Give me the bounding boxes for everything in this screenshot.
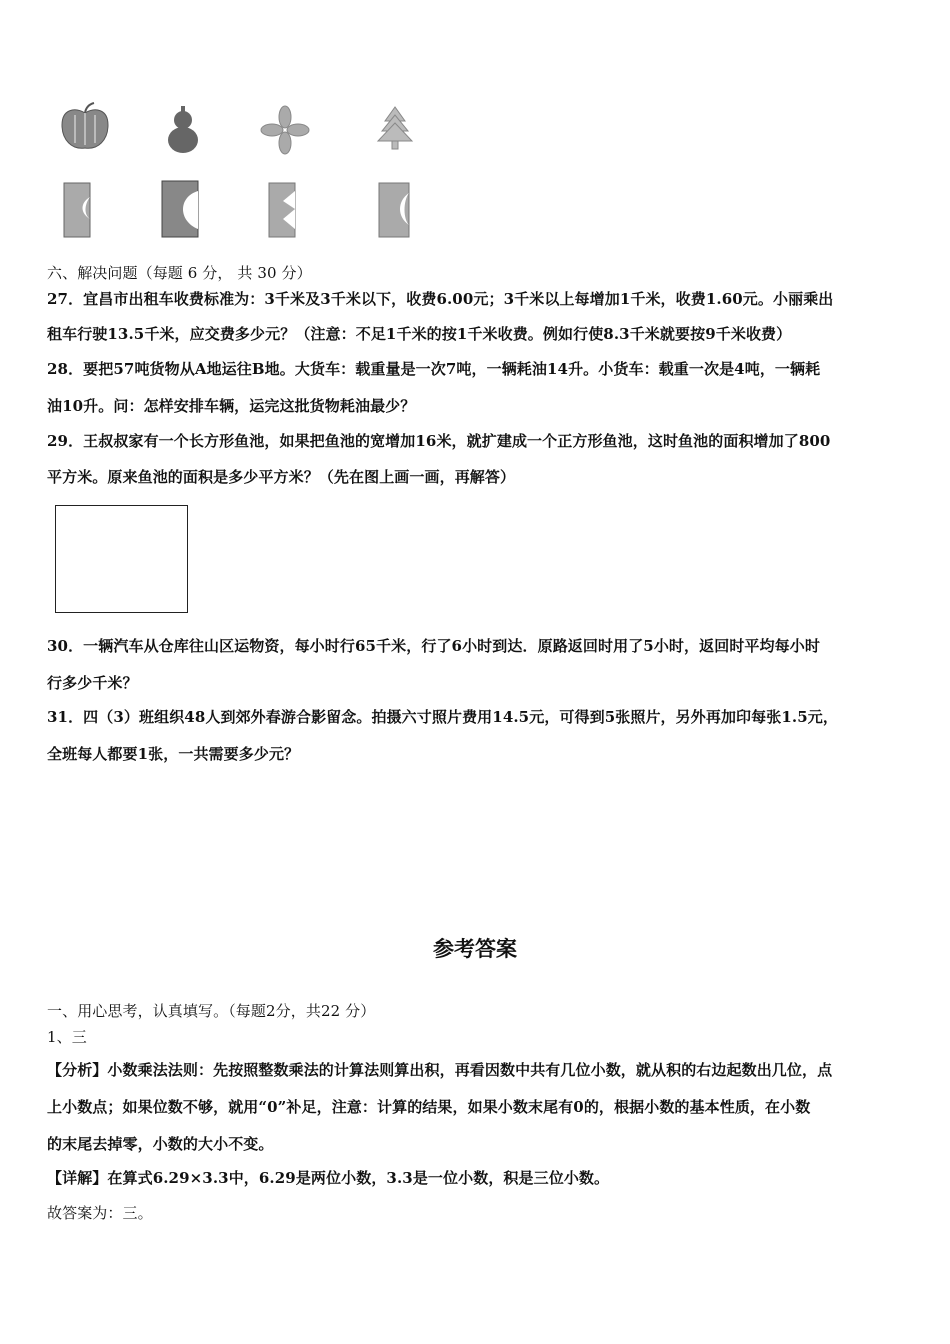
answer-item-1: 1、三 <box>47 1028 87 1046</box>
section-heading: 六、解决问题（每题 6 分， 共 30 分） <box>47 264 312 282</box>
question-28-line-1: 28．要把57吨货物从A地运往B地。大货车：载重量是一次7吨，一辆耗油14升。小货车：载重一次是4吨，一辆耗 <box>47 360 821 378</box>
cut-paper-figure-d <box>365 175 435 245</box>
question-29-line-1: 29．王叔叔家有一个长方形鱼池，如果把鱼池的宽增加16米，就扩建成一个正方形鱼池，这时鱼池的面积增加了800 <box>47 432 831 450</box>
question-31-line-2: 全班每人都要1张，一共需要多少元？ <box>47 745 300 763</box>
cut-paper-figure-c <box>255 175 325 245</box>
fish-pool-rectangle <box>55 505 188 613</box>
question-28-line-2: 油10升。问：怎样安排车辆，运完这批货物耗油最少？ <box>47 397 416 415</box>
question-27-line-1: 27．宜昌市出租车收费标准为：3千米及3千米以下，收费6.00元；3千米以上每增加1千米，收费1.60元。小丽乘出 <box>47 290 834 308</box>
flower-figure <box>250 95 320 165</box>
answers-title: 参考答案 <box>433 937 517 961</box>
question-30-line-1: 30．一辆汽车从仓库往山区运物资，每小时行65千米，行了6小时到达．原路返回时用了5小时，返回时平均每小时 <box>47 637 820 655</box>
conclusion-line: 故答案为：三。 <box>47 1204 153 1222</box>
apple-figure <box>50 95 120 165</box>
question-27-line-2: 租车行驶13.5千米，应交费多少元？（注意：不足1千米的按1千米收费。例如行使8.3千米就要按9千米收费） <box>47 325 792 343</box>
question-29-line-2: 平方米。原来鱼池的面积是多少平方米？（先在图上画一画，再解答） <box>47 468 516 486</box>
cut-paper-figure-a <box>50 175 120 245</box>
tree-figure <box>360 95 430 165</box>
answers-section-heading: 一、用心思考，认真填写。（每题2分，共22 分） <box>47 1002 376 1020</box>
detail-line: 【详解】在算式6.29×3.3中，6.29是两位小数，3.3是一位小数，积是三位小数。 <box>47 1169 610 1187</box>
question-30-line-2: 行多少千米？ <box>47 674 138 692</box>
cut-paper-figure-b <box>148 175 218 245</box>
analysis-line-1: 【分析】小数乘法法则：先按照整数乘法的计算法则算出积，再看因数中共有几位小数，就从积的右边起数出几位，点 <box>47 1061 833 1079</box>
gourd-figure <box>148 95 218 165</box>
analysis-line-2: 上小数点；如果位数不够，就用“0”补足，注意：计算的结果，如果小数末尾有0的，根据小数的基本性质，在小数 <box>47 1098 811 1116</box>
question-31-line-1: 31．四（3）班组织48人到郊外春游合影留念。拍摄六寸照片费用14.5元，可得到5张照片，另外再加印每张1.5元， <box>47 708 838 726</box>
analysis-line-3: 的末尾去掉零，小数的大小不变。 <box>47 1135 274 1153</box>
